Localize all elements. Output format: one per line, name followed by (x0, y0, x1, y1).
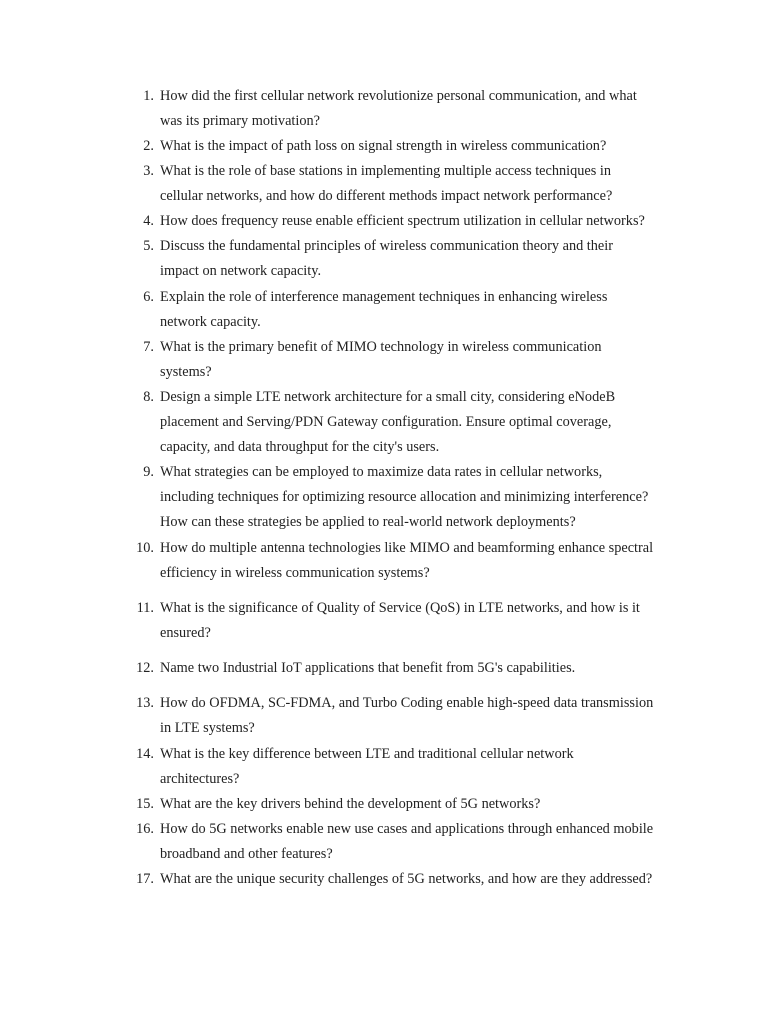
question-number: 16. (136, 821, 154, 837)
question-number: 4. (143, 213, 154, 229)
question-text-line: How do 5G networks enable new use cases and applications through enhanced mobile (160, 821, 654, 837)
question-text-line: Explain the role of interference management techniques in enhancing wireless (160, 289, 608, 305)
question-number: 13. (136, 695, 154, 711)
question-text-line: What are the key drivers behind the development of 5G networks? (160, 796, 541, 812)
question-text-line: in LTE systems? (160, 720, 255, 736)
question-number: 14. (136, 746, 154, 762)
question-text-line: including techniques for optimizing resource allocation and minimizing interference? (160, 489, 649, 505)
question-text-line: Discuss the fundamental principles of wireless communication theory and their (160, 238, 614, 254)
question-text-line: was its primary motivation? (160, 113, 321, 129)
question-text-line: What is the key difference between LTE and traditional cellular network (160, 746, 574, 762)
question-text-line: What is the role of base stations in implementing multiple access techniques in (160, 163, 612, 179)
question-text-line: What is the primary benefit of MIMO technology in wireless communication (160, 339, 602, 355)
question-text-line: architectures? (160, 771, 240, 787)
question-number: 3. (143, 163, 154, 179)
question-text-line: impact on network capacity. (160, 263, 322, 279)
question-number: 10. (136, 540, 154, 556)
question-text-line: Name two Industrial IoT applications that benefit from 5G's capabilities. (160, 660, 576, 676)
question-text-line: placement and Serving/PDN Gateway configuration. Ensure optimal coverage, (160, 414, 612, 430)
question-text-line: systems? (160, 364, 212, 380)
question-number: 2. (143, 138, 154, 154)
question-number: 7. (143, 339, 154, 355)
question-number: 1. (143, 88, 154, 104)
question-text-line: What is the impact of path loss on signal strength in wireless communication? (160, 138, 607, 154)
question-number: 5. (143, 238, 154, 254)
question-text-line: network capacity. (160, 314, 261, 330)
question-number: 15. (136, 796, 154, 812)
question-number: 17. (136, 871, 154, 887)
question-number: 8. (143, 389, 154, 405)
question-number: 12. (136, 660, 154, 676)
question-number: 6. (143, 289, 154, 305)
question-text-line: How does frequency reuse enable efficient spectrum utilization in cellular networks? (160, 213, 645, 229)
question-text-line: cellular networks, and how do different methods impact network performance? (160, 188, 613, 204)
question-text-line: broadband and other features? (160, 846, 333, 862)
question-text-line: How did the first cellular network revolutionize personal communication, and what (160, 88, 637, 104)
question-text-line: How can these strategies be applied to real-world network deployments? (160, 514, 576, 530)
question-text-line: What strategies can be employed to maximize data rates in cellular networks, (160, 464, 603, 480)
question-text-line: efficiency in wireless communication systems? (160, 565, 430, 581)
question-text-line: Design a simple LTE network architecture for a small city, considering eNodeB (160, 389, 616, 405)
question-text-line: How do OFDMA, SC-FDMA, and Turbo Coding enable high-speed data transmission (160, 695, 654, 711)
question-text-line: capacity, and data throughput for the city's users. (160, 439, 440, 455)
question-text-line: What is the significance of Quality of Service (QoS) in LTE networks, and how is it (160, 600, 640, 616)
question-number: 11. (136, 600, 154, 616)
question-number: 9. (143, 464, 154, 480)
question-text-line: ensured? (160, 625, 211, 641)
question-text-line: How do multiple antenna technologies like MIMO and beamforming enhance spectral (160, 540, 654, 556)
question-text-line: What are the unique security challenges of 5G networks, and how are they addressed? (160, 871, 653, 887)
